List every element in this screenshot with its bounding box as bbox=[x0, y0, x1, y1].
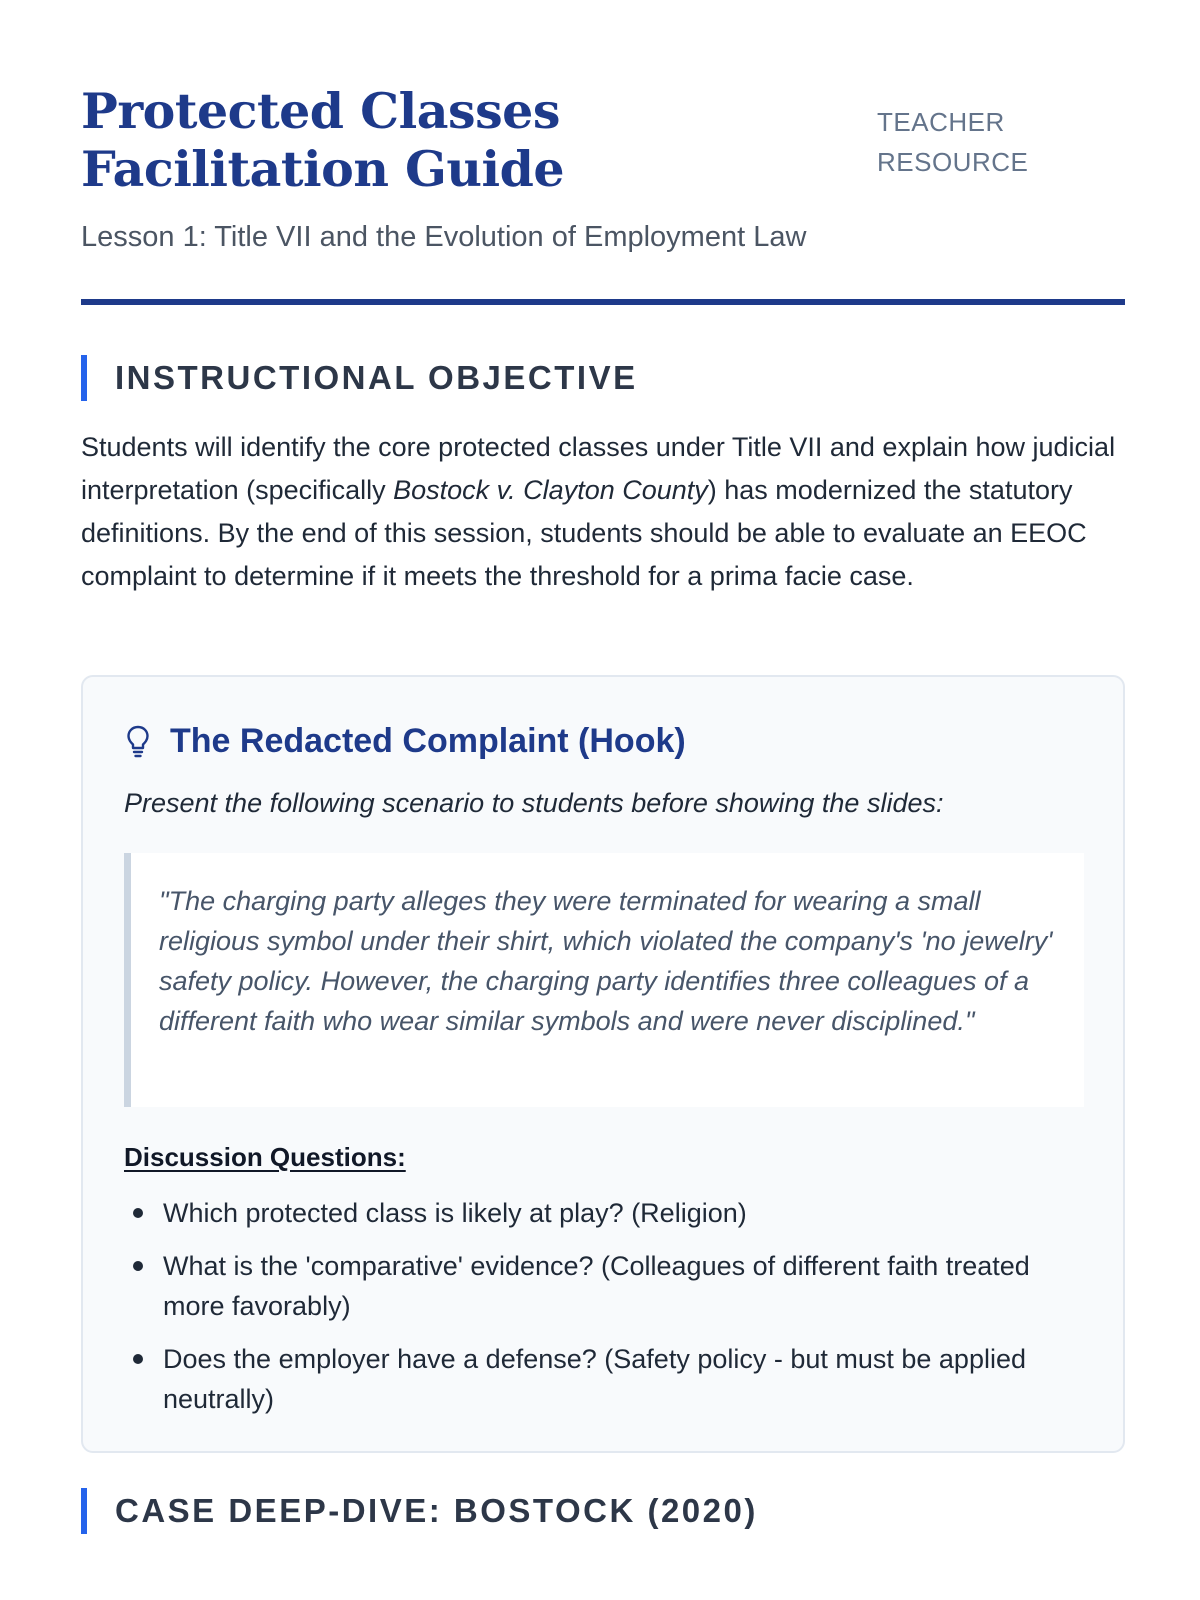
question-text: Does the employer have a defense? (Safety policy - but must be applied neutrally) bbox=[163, 1344, 1026, 1414]
hook-title bbox=[124, 719, 686, 763]
objective-text-end: ) has modernized the statutory definitions. By the end of this session, students should be able to evaluate an EEOC complaint to determine if it meets the threshold for a prima facie case. bbox=[81, 475, 1087, 591]
hook-card bbox=[81, 675, 1125, 1453]
question-text: What is the 'comparative' evidence? (Colleagues of different faith treated more favorably) bbox=[163, 1251, 1030, 1321]
page-title: Protected Classes Facilitation Guide bbox=[81, 82, 565, 198]
lesson-subtitle: Lesson 1: Title VII and the Evolution of Employment Law bbox=[81, 221, 807, 253]
lightbulb-icon bbox=[124, 723, 152, 759]
facilitation-guide-page bbox=[81, 0, 1125, 1529]
page-header bbox=[81, 0, 1125, 306]
discussion-questions-heading: Discussion Questions: bbox=[124, 1142, 406, 1172]
badge-line-1: TEACHER bbox=[877, 107, 1005, 137]
header-divider bbox=[81, 299, 1125, 305]
objective-text-start: Students will identify the core protected classes under Title VII and explain how judicial interpretation (specifically bbox=[81, 432, 1116, 505]
bullet-icon bbox=[133, 1354, 143, 1364]
bullet-icon bbox=[133, 1208, 143, 1218]
hook-intro: Present the following scenario to students before showing the slides: bbox=[124, 788, 944, 818]
case-deep-dive-heading: CASE DEEP-DIVE: BOSTOCK (2020) bbox=[81, 1488, 1125, 1534]
question-text: Which protected class is likely at play? (Religion) bbox=[163, 1198, 747, 1228]
list-item bbox=[124, 1246, 1064, 1326]
objective-heading: INSTRUCTIONAL OBJECTIVE bbox=[81, 355, 1125, 401]
scenario-quote: "The charging party alleges they were terminated for wearing a small religious symbol under their shirt, which violated the company's 'no jewelry' safety policy. However, the charging party identifies three colleagues of a different faith who wear similar symbols and were never disciplined." bbox=[124, 853, 1084, 1107]
list-item bbox=[124, 1193, 1064, 1233]
badge-line-2: RESOURCE bbox=[877, 147, 1029, 177]
discussion-questions-list bbox=[124, 1193, 1064, 1432]
teacher-resource-badge bbox=[877, 102, 1037, 182]
list-item bbox=[124, 1339, 1064, 1419]
case-citation: Bostock v. Clayton County bbox=[393, 475, 708, 505]
hook-title-text: The Redacted Complaint (Hook) bbox=[170, 722, 686, 760]
objective-paragraph bbox=[81, 426, 1125, 598]
bullet-icon bbox=[133, 1261, 143, 1271]
